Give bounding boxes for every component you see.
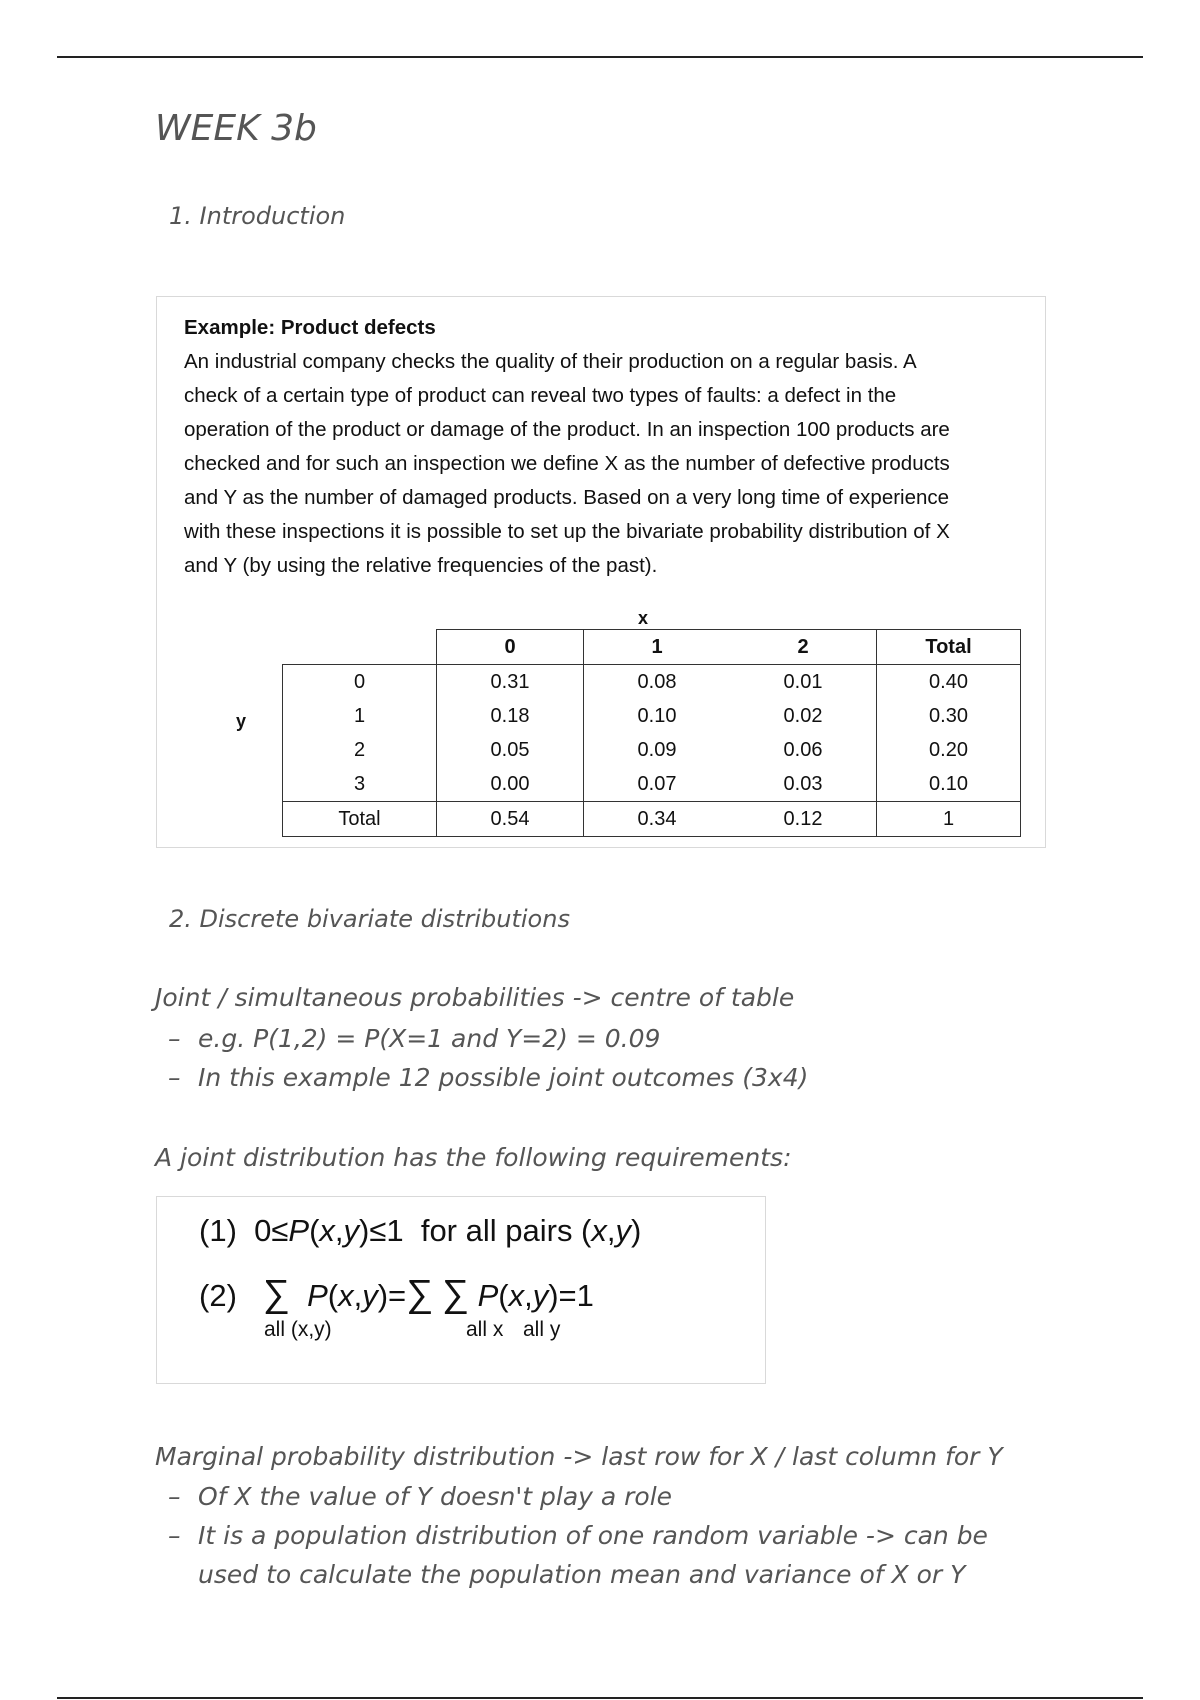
- marginal-line: Marginal probability distribution -> last row for X / last column for Y: [155, 1442, 1003, 1471]
- table-cell: 0.05: [437, 733, 584, 767]
- marginal-bullets: [168, 1477, 1048, 1594]
- sum-subscript-all-y: all y: [523, 1318, 561, 1341]
- table-header-row: [283, 630, 1021, 665]
- table-cell: 0.31: [437, 665, 584, 700]
- row-header: 0: [283, 665, 437, 700]
- x-variable-label: x: [638, 608, 649, 628]
- table-cell-total: 0.40: [877, 665, 1021, 700]
- table-cell: 0.34: [584, 802, 731, 837]
- example-box: [156, 296, 1046, 848]
- table-cell-total: 1: [877, 802, 1021, 837]
- example-line: with these inspections it is possible to set up the bivariate probability distribution of X: [184, 520, 950, 543]
- formula-2: (2) ∑ P(x,y)=∑ ∑ P(x,y)=1: [199, 1273, 594, 1315]
- table-cell: 0.10: [637, 705, 677, 727]
- section-heading-introduction: 1. Introduction: [169, 202, 346, 230]
- row-header: 2: [283, 733, 437, 767]
- col-header: 0: [437, 630, 584, 665]
- table-cell: 0.01: [730, 665, 877, 700]
- example-line: and Y (by using the relative frequencies of the past).: [184, 554, 658, 577]
- row-header: 3: [283, 767, 437, 802]
- table-row: [283, 699, 1021, 733]
- sum-subscript-all-x: all x: [466, 1318, 504, 1341]
- example-text: [184, 311, 1044, 830]
- table-cell-total: 0.30: [877, 699, 1021, 733]
- table-cell: 0.18: [437, 699, 584, 733]
- formula-1-number: (1): [199, 1213, 237, 1248]
- joint-probabilities-line: Joint / simultaneous probabilities -> centre of table: [155, 983, 795, 1012]
- list-item: – In this example 12 possible joint outcomes (3x4): [168, 1058, 808, 1097]
- table-cell: 0.06: [730, 733, 877, 767]
- col-header: 2: [730, 630, 877, 665]
- table-cell: 0.08: [637, 671, 677, 693]
- probability-table: [282, 629, 1021, 837]
- table-row: [283, 733, 1021, 767]
- col-header: 1: [584, 630, 731, 665]
- table-row: [283, 767, 1021, 802]
- table-cell-total: 0.10: [877, 767, 1021, 802]
- y-variable-label: y: [236, 711, 247, 731]
- table-cell: 0.02: [730, 699, 877, 733]
- example-line: An industrial company checks the quality of their production on a regular basis. A: [184, 350, 917, 373]
- table-cell: 0.00: [437, 767, 584, 802]
- example-line: and Y as the number of damaged products. Based on a very long time of experience: [184, 486, 950, 509]
- table-cell: 0.09: [637, 739, 677, 761]
- section-heading-bivariate: 2. Discrete bivariate distributions: [169, 905, 570, 933]
- example-line: operation of the product or damage of the product. In an inspection 100 products are: [184, 418, 950, 441]
- table-total-row: [283, 802, 1021, 837]
- example-line: checked and for such an inspection we define X as the number of defective products: [184, 452, 950, 475]
- bottom-rule: [57, 1697, 1143, 1699]
- list-item: – Of X the value of Y doesn't play a role: [168, 1477, 1048, 1516]
- example-line: check of a certain type of product can reveal two types of faults: a defect in the: [184, 384, 897, 407]
- table-cell: 0.54: [437, 802, 584, 837]
- requirements-box: [156, 1196, 766, 1384]
- table-cell: 0.07: [637, 773, 677, 795]
- example-title: Example: Product defects: [184, 316, 436, 339]
- table-row: [283, 665, 1021, 700]
- sum-subscript-all-xy: all (x,y): [264, 1318, 332, 1341]
- page-title: WEEK 3b: [155, 108, 317, 149]
- table-cell: 0.03: [730, 767, 877, 802]
- formula-2-number: (2): [199, 1278, 237, 1313]
- top-rule: [57, 56, 1143, 58]
- formula-1: (1) 0≤P(x,y)≤1 for all pairs (x,y): [199, 1213, 642, 1248]
- requirements-line: A joint distribution has the following requirements:: [155, 1143, 792, 1172]
- list-item: – e.g. P(1,2) = P(X=1 and Y=2) = 0.09: [168, 1019, 808, 1058]
- row-header-total: Total: [283, 802, 437, 837]
- formula-1-text: for all pairs: [420, 1213, 573, 1248]
- row-header: 1: [283, 699, 437, 733]
- joint-bullets: [168, 1019, 808, 1097]
- list-item: – It is a population distribution of one random variable -> can be used to calculate the population mean and variance of X or Y: [168, 1516, 1048, 1594]
- table-cell-total: 0.20: [877, 733, 1021, 767]
- col-header-total: Total: [877, 630, 1021, 665]
- table-cell: 0.12: [730, 802, 877, 837]
